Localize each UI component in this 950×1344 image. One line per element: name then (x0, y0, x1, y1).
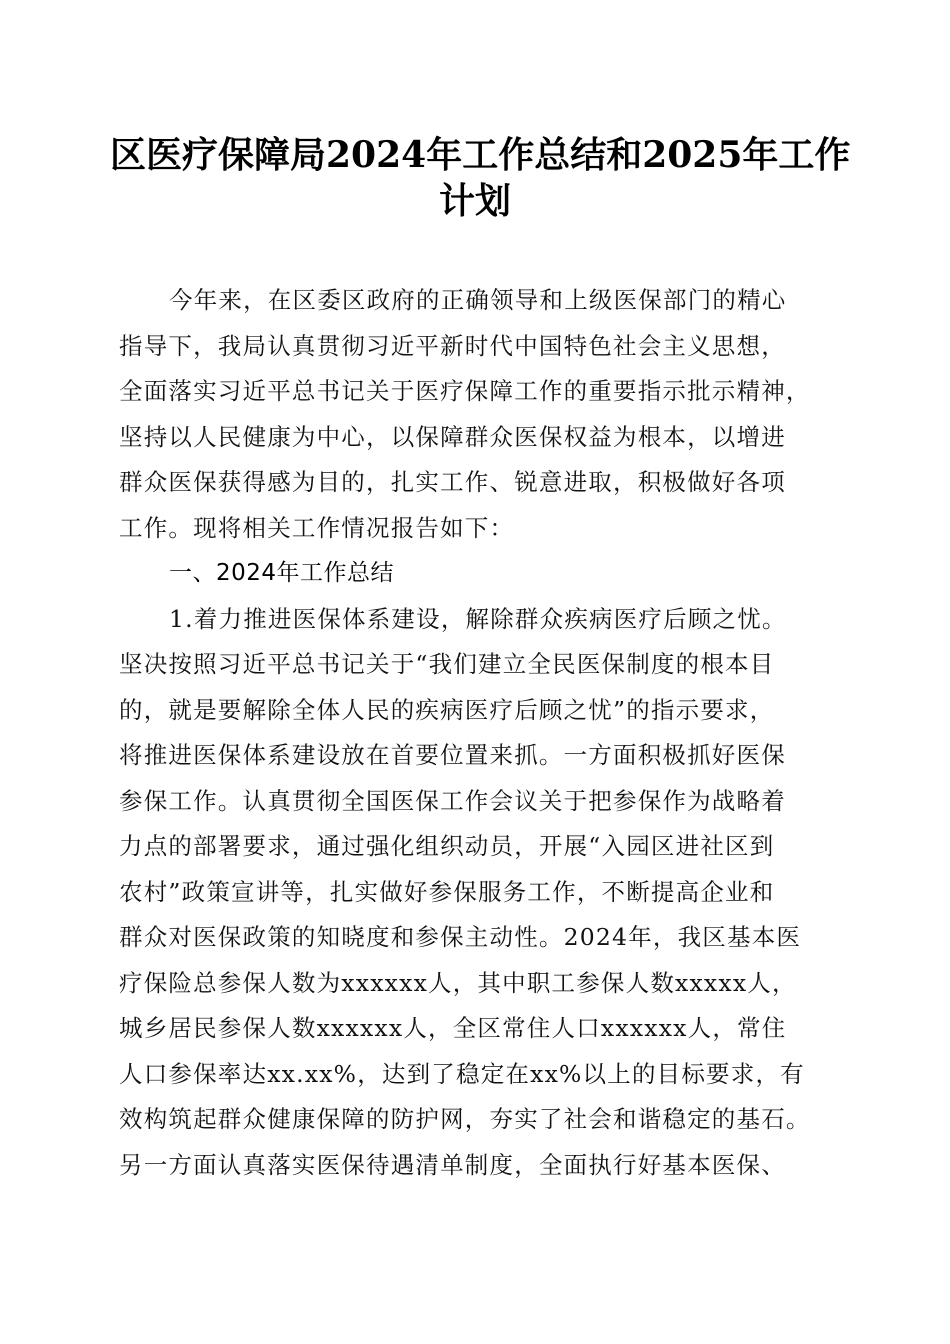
section-heading: 一、2024年工作总结 (169, 560, 395, 586)
paragraph-line: 的，就是要解除全体人民的疾病医疗后顾之忧”的指示要求， (119, 695, 775, 724)
paragraph-line: 坚决按照习近平总书记关于“我们建立全民医保制度的根本目 (119, 650, 775, 678)
paragraph-line: 群众对医保政策的知晓度和参保主动性。2024年，我区基本医 (119, 923, 802, 951)
paragraph-line: 城乡居民参保人数xxxxxx人，全区常住人口xxxxxx人，常住 (119, 1014, 787, 1042)
paragraph-line: 将推进医保体系建设放在首要位置来抓。一方面积极抓好医保 (119, 741, 786, 769)
document-body (119, 278, 835, 1188)
paragraph-line: 工作。现将相关工作情况报告如下： (119, 513, 515, 542)
paragraph-line: 效构筑起群众健康保障的防护网，夯实了社会和谐稳定的基石。 (119, 1105, 811, 1133)
paragraph-line: 群众医保获得感为目的，扎实工作、锐意进取，积极做好各项 (119, 468, 786, 496)
paragraph-line: 力点的部署要求，通过强化组织动员，开展“入园区进社区到 (119, 832, 775, 860)
paragraph-line: 人口参保率达xx.xx%，达到了稳定在xx%以上的目标要求，有 (119, 1059, 805, 1088)
paragraph-line: 另一方面认真落实医保待遇清单制度，全面执行好基本医保、 (119, 1150, 786, 1179)
paragraph-line: 坚持以人民健康为中心，以保障群众医保权益为根本，以增进 (119, 422, 786, 451)
title-line-2: 计划 (438, 179, 511, 222)
paragraph-line: 今年来，在区委区政府的正确领导和上级医保部门的精心 (169, 286, 787, 314)
paragraph-line: 农村”政策宣讲等，扎实做好参保服务工作，不断提高企业和 (119, 877, 775, 906)
paragraph-line: 参保工作。认真贯彻全国医保工作会议关于把参保作为战略着 (119, 786, 786, 815)
title-line-1: 区医疗保障局2024年工作总结和2025年工作 (110, 134, 851, 176)
paragraph-line: 全面落实习近平总书记关于医疗保障工作的重要指示批示精神， (119, 377, 811, 405)
paragraph-line: 指导下，我局认真贯彻习近平新时代中国特色社会主义思想， (119, 331, 786, 360)
paragraph-line: 疗保险总参保人数为xxxxxx人，其中职工参保人数xxxxx人， (119, 968, 797, 997)
document-title (110, 132, 851, 223)
paragraph-line: 1.着力推进医保体系建设，解除群众疾病医疗后顾之忧。 (169, 604, 787, 633)
